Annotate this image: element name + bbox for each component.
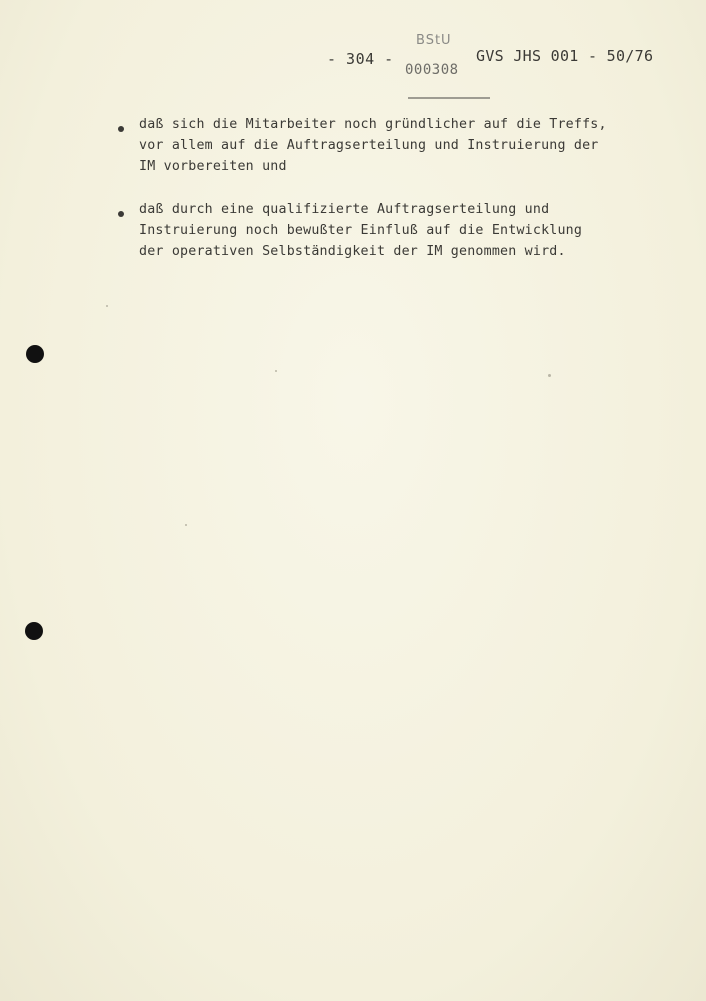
document-reference: GVS JHS 001 - 50/76 bbox=[476, 47, 654, 65]
page-number: - 304 - bbox=[327, 50, 394, 68]
text-line: der operativen Selbständigkeit der IM genommen wird. bbox=[139, 244, 566, 259]
list-item bbox=[139, 199, 659, 262]
text-line: daß durch eine qualifizierte Auftragserteilung und bbox=[139, 202, 550, 217]
punch-hole bbox=[26, 345, 44, 363]
bullet-icon bbox=[118, 211, 124, 217]
punch-hole bbox=[25, 622, 43, 640]
paper-speck bbox=[548, 374, 551, 377]
archive-stamp-number: 000308 bbox=[405, 62, 459, 78]
text-line: IM vorbereiten und bbox=[139, 159, 287, 174]
stamp-underline bbox=[408, 97, 490, 99]
paper-speck bbox=[106, 305, 108, 307]
text-line: Instruierung noch bewußter Einfluß auf die Entwicklung bbox=[139, 223, 583, 238]
paper-speck bbox=[275, 370, 277, 372]
text-line: daß sich die Mitarbeiter noch gründlicher auf die Treffs, bbox=[139, 117, 607, 132]
archive-stamp-label: BStU bbox=[416, 33, 452, 48]
paper-speck bbox=[185, 524, 187, 526]
list-item bbox=[139, 114, 659, 177]
text-line: vor allem auf die Auftragserteilung und Instruierung der bbox=[139, 138, 599, 153]
bullet-icon bbox=[118, 126, 124, 132]
